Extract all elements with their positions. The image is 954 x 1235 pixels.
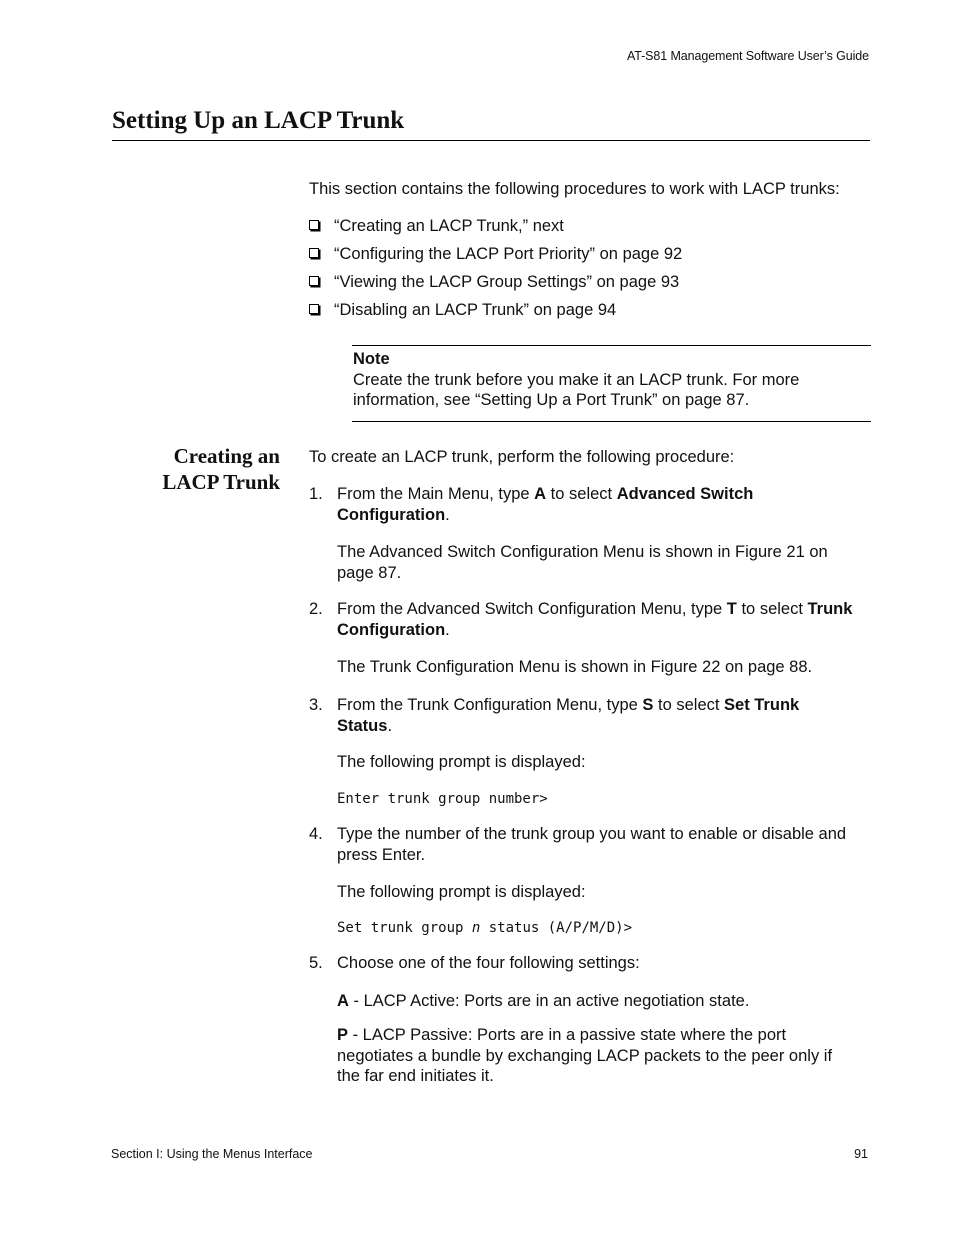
step-number: 4. xyxy=(309,825,323,843)
note-box xyxy=(352,345,871,422)
step-2-text: From the Advanced Switch Configuration Menu, type T to select Trunk Configuration. xyxy=(337,600,853,639)
procedure-intro: To create an LACP trunk, perform the following procedure: xyxy=(309,448,735,466)
option-passive: P - LACP Passive: Ports are in a passive state where the port negotiates a bundle by exchanging LACP packets to the peer only if the far end initiates it. xyxy=(337,1026,833,1085)
code-prompt: Enter trunk group number> xyxy=(337,791,548,807)
option-active: A - LACP Active: Ports are in an active negotiation state. xyxy=(337,992,750,1010)
note-label: Note xyxy=(353,350,390,368)
step-3-note: The following prompt is displayed: xyxy=(337,753,586,771)
footer-section: Section I: Using the Menus Interface xyxy=(111,1147,313,1161)
list-item: “Disabling an LACP Trunk” on page 94 xyxy=(309,300,616,320)
list-item: “Creating an LACP Trunk,” next xyxy=(309,216,564,236)
list-item: “Viewing the LACP Group Settings” on page 93 xyxy=(309,272,679,292)
checkbox-bullet-icon xyxy=(309,276,319,286)
list-item: “Configuring the LACP Port Priority” on page 92 xyxy=(309,244,682,264)
intro-paragraph: This section contains the following procedures to work with LACP trunks: xyxy=(309,180,840,198)
subsection-heading: Creating an LACP Trunk xyxy=(162,444,280,494)
checkbox-bullet-icon xyxy=(309,248,319,258)
step-4-note: The following prompt is displayed: xyxy=(337,883,586,901)
note-text-line: Create the trunk before you make it an LACP trunk. For more xyxy=(353,370,800,389)
running-header: AT-S81 Management Software User’s Guide xyxy=(626,49,869,63)
step-number: 2. xyxy=(309,600,323,618)
checkbox-bullet-icon xyxy=(309,304,319,314)
step-3-text: From the Trunk Configuration Menu, type S to select Set Trunk Status. xyxy=(337,696,800,735)
page-number: 91 xyxy=(854,1147,868,1161)
step-1-note: The Advanced Switch Configuration Menu is shown in Figure 21 on page 87. xyxy=(337,543,828,582)
step-5-text: Choose one of the four following settings: xyxy=(337,954,640,972)
section-title: Setting Up an LACP Trunk xyxy=(112,106,870,141)
step-1-text: From the Main Menu, type A to select Advanced Switch Configuration. xyxy=(337,485,754,524)
step-number: 1. xyxy=(309,485,323,503)
step-2-note: The Trunk Configuration Menu is shown in Figure 22 on page 88. xyxy=(337,658,813,676)
note-text-line: information, see “Setting Up a Port Trunk” on page 87. xyxy=(353,391,750,409)
step-number: 3. xyxy=(309,696,323,714)
step-number: 5. xyxy=(309,954,323,972)
code-prompt: Set trunk group n status (A/P/M/D)> xyxy=(337,920,633,936)
checkbox-bullet-icon xyxy=(309,220,319,230)
step-4-text: Type the number of the trunk group you want to enable or disable and press Enter. xyxy=(337,825,847,864)
